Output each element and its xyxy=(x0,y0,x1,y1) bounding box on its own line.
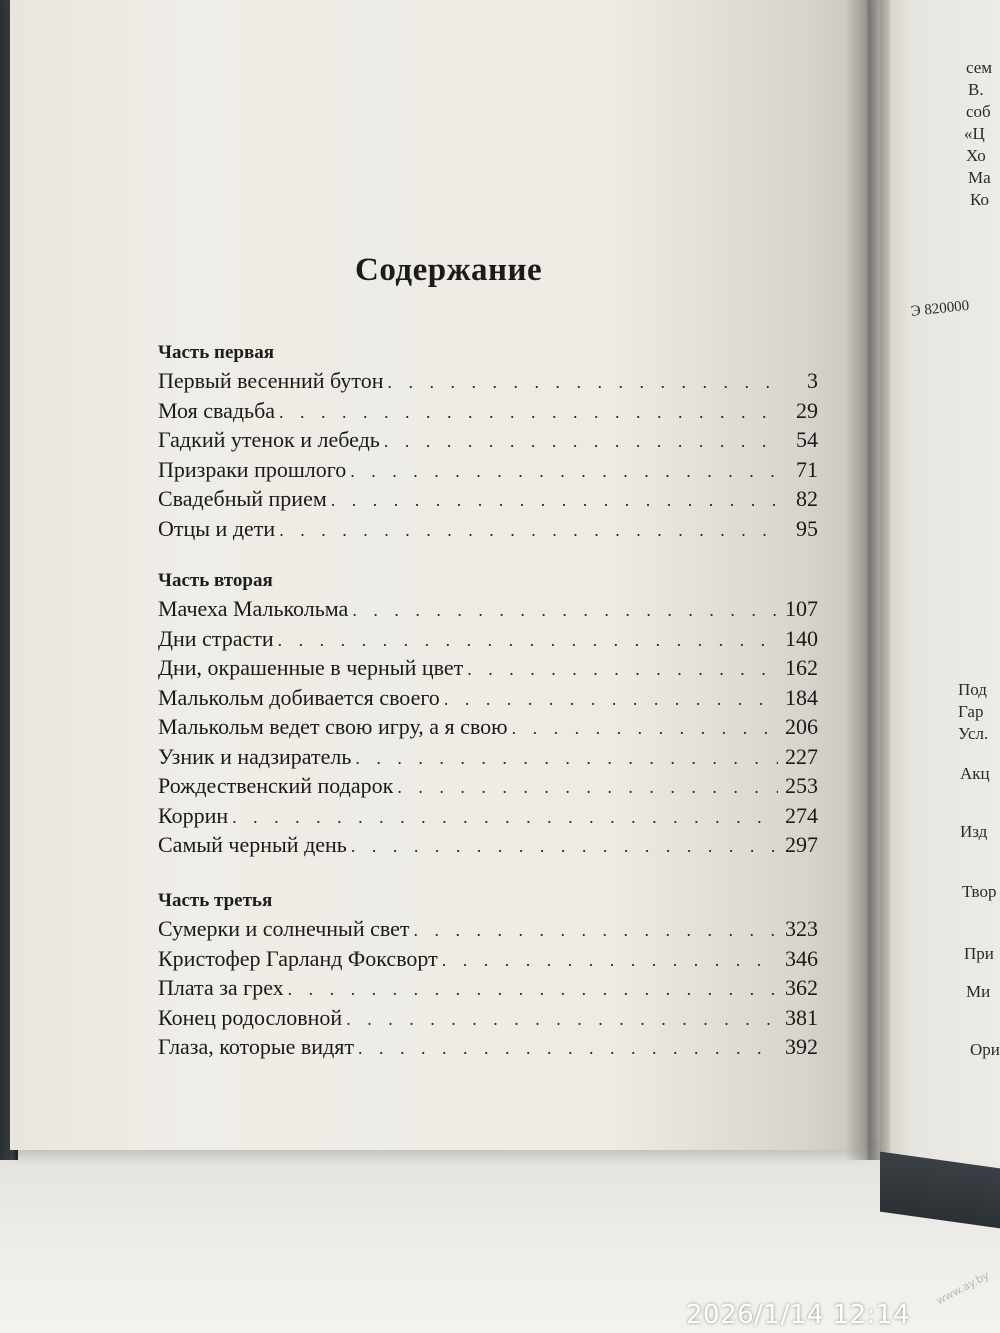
toc-entry xyxy=(158,1003,818,1033)
entry-page: 381 xyxy=(785,1004,818,1030)
right-page-fragment: сем xyxy=(966,58,993,77)
entry-title: Рождественский подарок xyxy=(158,773,394,798)
entry-title: Призраки прошлого xyxy=(158,456,347,482)
leader-dots xyxy=(512,714,778,744)
entry-page: 297 xyxy=(785,832,818,857)
site-watermark: www.ay.by xyxy=(934,1268,992,1308)
entry-title: Мачеха Малькольма xyxy=(158,596,349,621)
entry-title: Узник и надзиратель xyxy=(158,743,352,769)
entry-page: 162 xyxy=(785,655,818,680)
toc-entry xyxy=(158,514,818,544)
entry-page: 362 xyxy=(785,975,818,1000)
entry-page: 54 xyxy=(796,427,818,452)
part-heading: Часть вторая xyxy=(158,570,273,591)
toc-entry xyxy=(158,801,818,831)
entry-page: 206 xyxy=(785,714,818,739)
toc-entry xyxy=(158,973,818,1003)
part-heading: Часть третья xyxy=(158,890,273,911)
entry-title: Плата за грех xyxy=(158,975,284,1000)
toc-entry xyxy=(158,742,818,772)
entry-title: Моя свадьба xyxy=(158,397,276,423)
leader-dots xyxy=(355,744,778,774)
leader-dots xyxy=(414,916,779,946)
entry-page: 392 xyxy=(785,1034,818,1059)
leader-dots xyxy=(397,773,778,803)
entry-page: 3 xyxy=(807,368,818,393)
toc-part-3 xyxy=(158,888,818,1062)
right-page-fragment: Акц xyxy=(960,764,990,783)
entry-page: 253 xyxy=(785,773,818,798)
toc-entry xyxy=(158,624,818,654)
right-page-fragment: Ори xyxy=(970,1040,1000,1059)
toc-entry xyxy=(158,1032,818,1062)
toc-entry xyxy=(158,830,818,860)
entry-page: 107 xyxy=(785,596,818,621)
right-page-fragment: Твор xyxy=(962,882,997,901)
right-page-fragment: Хо xyxy=(966,146,986,165)
entry-page: 95 xyxy=(796,515,818,541)
entry-title: Самый черный день xyxy=(158,832,347,857)
toc-part-2 xyxy=(158,568,818,860)
entry-title: Кристофер Гарланд Фоксворт xyxy=(158,945,438,971)
right-page-fragment: «Ц xyxy=(964,124,985,143)
entry-page: 29 xyxy=(796,397,818,423)
part-heading: Часть первая xyxy=(158,342,274,363)
right-page-fragment: Под xyxy=(958,680,987,699)
right-page-fragment: Ма xyxy=(968,168,991,187)
entry-page: 82 xyxy=(796,486,818,511)
entry-title: Дни, окрашенные в черный цвет xyxy=(158,655,464,680)
leader-dots xyxy=(288,975,778,1005)
entry-title: Первый весенний бутон xyxy=(158,368,384,393)
toc-entry xyxy=(158,455,818,485)
toc-entry xyxy=(158,484,818,514)
leader-dots xyxy=(442,946,778,976)
leader-dots xyxy=(358,1034,778,1064)
leader-dots xyxy=(279,516,778,546)
right-page-code: Э 820000 xyxy=(910,297,971,320)
entry-page: 140 xyxy=(785,625,818,651)
toc-entry xyxy=(158,396,818,426)
entry-page: 274 xyxy=(785,802,818,828)
leader-dots xyxy=(279,398,778,428)
entry-title: Дни страсти xyxy=(158,625,274,651)
right-page-fragment: При xyxy=(964,944,994,963)
entry-title: Коррин xyxy=(158,802,229,828)
toc-entry xyxy=(158,944,818,974)
right-page-fragment: В. xyxy=(968,80,984,99)
entry-title: Малькольм добивается своего xyxy=(158,684,440,710)
right-page-fragment: соб xyxy=(966,102,991,121)
toc-entry xyxy=(158,653,818,683)
right-page-fragment: Изд xyxy=(960,822,988,841)
entry-title: Сумерки и солнечный свет xyxy=(158,916,410,941)
leader-dots xyxy=(384,427,778,457)
toc-entry xyxy=(158,425,818,455)
toc-entry xyxy=(158,771,818,801)
right-page-fragment: Ми xyxy=(966,982,991,1001)
entry-page: 184 xyxy=(785,684,818,710)
entry-page: 346 xyxy=(785,945,818,971)
leader-dots xyxy=(467,655,778,685)
toc-entry xyxy=(158,366,818,396)
leader-dots xyxy=(331,486,778,516)
toc-entry xyxy=(158,594,818,624)
leader-dots xyxy=(351,832,778,862)
toc-part-1 xyxy=(158,340,818,543)
toc-entry xyxy=(158,683,818,713)
toc-entry xyxy=(158,712,818,742)
leader-dots xyxy=(232,803,778,833)
leader-dots xyxy=(444,685,778,715)
entry-title: Конец родословной xyxy=(158,1004,343,1030)
right-page-fragment: Усл. xyxy=(958,724,989,743)
entry-title: Малькольм ведет свою игру, а я свою xyxy=(158,714,508,739)
toc-entry xyxy=(158,914,818,944)
entry-page: 323 xyxy=(785,916,818,941)
entry-page: 71 xyxy=(796,456,818,482)
camera-timestamp: 2026/1/14 12:14 xyxy=(686,1300,911,1330)
entry-title: Глаза, которые видят xyxy=(158,1034,355,1059)
leader-dots xyxy=(346,1005,778,1035)
entry-page: 227 xyxy=(785,743,818,769)
entry-title: Отцы и дети xyxy=(158,515,276,541)
right-page-fragment: Гар xyxy=(958,702,984,721)
leader-dots xyxy=(352,596,778,626)
leader-dots xyxy=(278,626,778,656)
entry-title: Гадкий утенок и лебедь xyxy=(158,427,380,452)
entry-title: Свадебный прием xyxy=(158,486,327,511)
contents-title: Содержание xyxy=(355,252,543,288)
right-page-fragment: Ко xyxy=(970,190,989,209)
leader-dots xyxy=(350,457,778,487)
leader-dots xyxy=(388,368,778,398)
book-gutter xyxy=(845,0,890,1160)
